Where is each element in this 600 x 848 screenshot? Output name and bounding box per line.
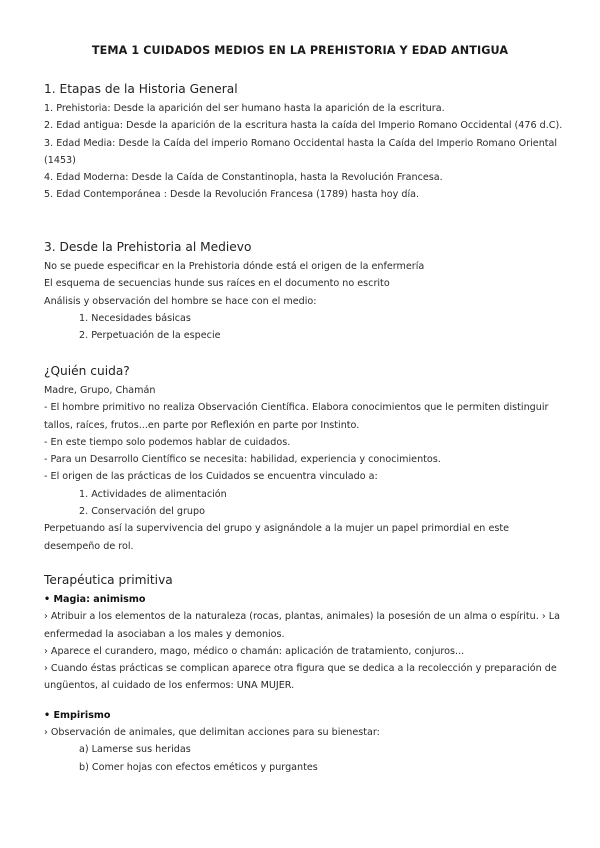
list-item: 5. Edad Contemporánea : Desde la Revolución Francesa (1789) hasta hoy día.: [44, 189, 420, 201]
paragraph-line: - Para un Desarrollo Científico se necesita: habilidad, experiencia y conocimientos.: [44, 454, 441, 466]
document-title: TEMA 1 CUIDADOS MEDIOS EN LA PREHISTORIA Y EDAD ANTIGUA: [91, 44, 509, 57]
section-quien-cuida: [44, 361, 564, 555]
list-item: 1. Necesidades básicas: [79, 312, 191, 324]
paragraph-line: › Observación de animales, que delimitan acciones para su bienestar:: [44, 727, 380, 739]
paragraph-line: › Cuando éstas prácticas se complican aparece otra figura que se dedica a la recolección y preparación de ungüentos, al cuidado de los enfermos: UNA MUJER.: [44, 663, 557, 692]
paragraph-line: No se puede especificar en la Prehistoria dónde está el origen de la enfermería: [44, 261, 425, 272]
list-item: 2. Perpetuación de la especie: [79, 330, 221, 342]
list-item: 3. Edad Media: Desde la Caída del imperio Romano Occidental hasta la Caída del Imperio Romano Oriental (1453): [44, 137, 558, 166]
list-item: a) Lamerse sus heridas: [79, 744, 191, 756]
list-item: 4. Edad Moderna: Desde la Caída de Constantinopla, hasta la Revolución Francesa.: [44, 172, 443, 184]
section-heading: ¿Quién cuida?: [44, 364, 130, 378]
subheading-empirismo: • Empirismo: [44, 709, 111, 721]
paragraph-line: - El hombre primitivo no realiza Observación Científica. Elabora conocimientos que le permiten distinguir tallos, raíces, frutos...en parte por Reflexión en parte por Instinto.: [44, 402, 549, 431]
section-etapas: [44, 79, 564, 204]
paragraph-line: - El origen de las prácticas de los Cuidados se encuentra vinculado a:: [44, 471, 378, 483]
paragraph-line: Madre, Grupo, Chamán: [44, 385, 156, 396]
paragraph-line: El esquema de secuencias hunde sus raíces en el documento no escrito: [44, 278, 390, 290]
section-terapeutica: [44, 570, 564, 776]
paragraph-line: Perpetuando así la supervivencia del grupo y asignándole a la mujer un papel primordial en este desempeño de rol.: [44, 523, 510, 552]
list-item: 2. Conservación del grupo: [79, 506, 205, 518]
paragraph-line: › Atribuir a los elementos de la naturaleza (rocas, plantas, animales) la posesión de un alma o espíritu. › La enfermedad la asociaban a los males y demonios.: [44, 611, 560, 640]
list-item: 1. Actividades de alimentación: [79, 488, 227, 500]
section-heading: 3. Desde la Prehistoria al Medievo: [44, 240, 252, 254]
list-item: 1. Prehistoria: Desde la aparición del ser humano hasta la aparición de la escritura.: [44, 103, 445, 114]
section-prehistoria-medievo: [44, 237, 564, 344]
paragraph-line: - En este tiempo solo podemos hablar de cuidados.: [44, 436, 291, 448]
section-heading: 1. Etapas de la Historia General: [44, 82, 238, 96]
paragraph-line: › Aparece el curandero, mago, médico o chamán: aplicación de tratamiento, conjuros...: [44, 645, 465, 657]
paragraph-line: Análisis y observación del hombre se hace con el medio:: [44, 295, 317, 307]
list-item: b) Comer hojas con efectos eméticos y purgantes: [79, 761, 318, 773]
section-heading: Terapéutica primitiva: [44, 573, 173, 587]
list-item: 2. Edad antigua: Desde la aparición de la escritura hasta la caída del Imperio Romano Occidental (476 d.C).: [44, 120, 563, 132]
subheading-magia: • Magia: animismo: [44, 594, 146, 605]
